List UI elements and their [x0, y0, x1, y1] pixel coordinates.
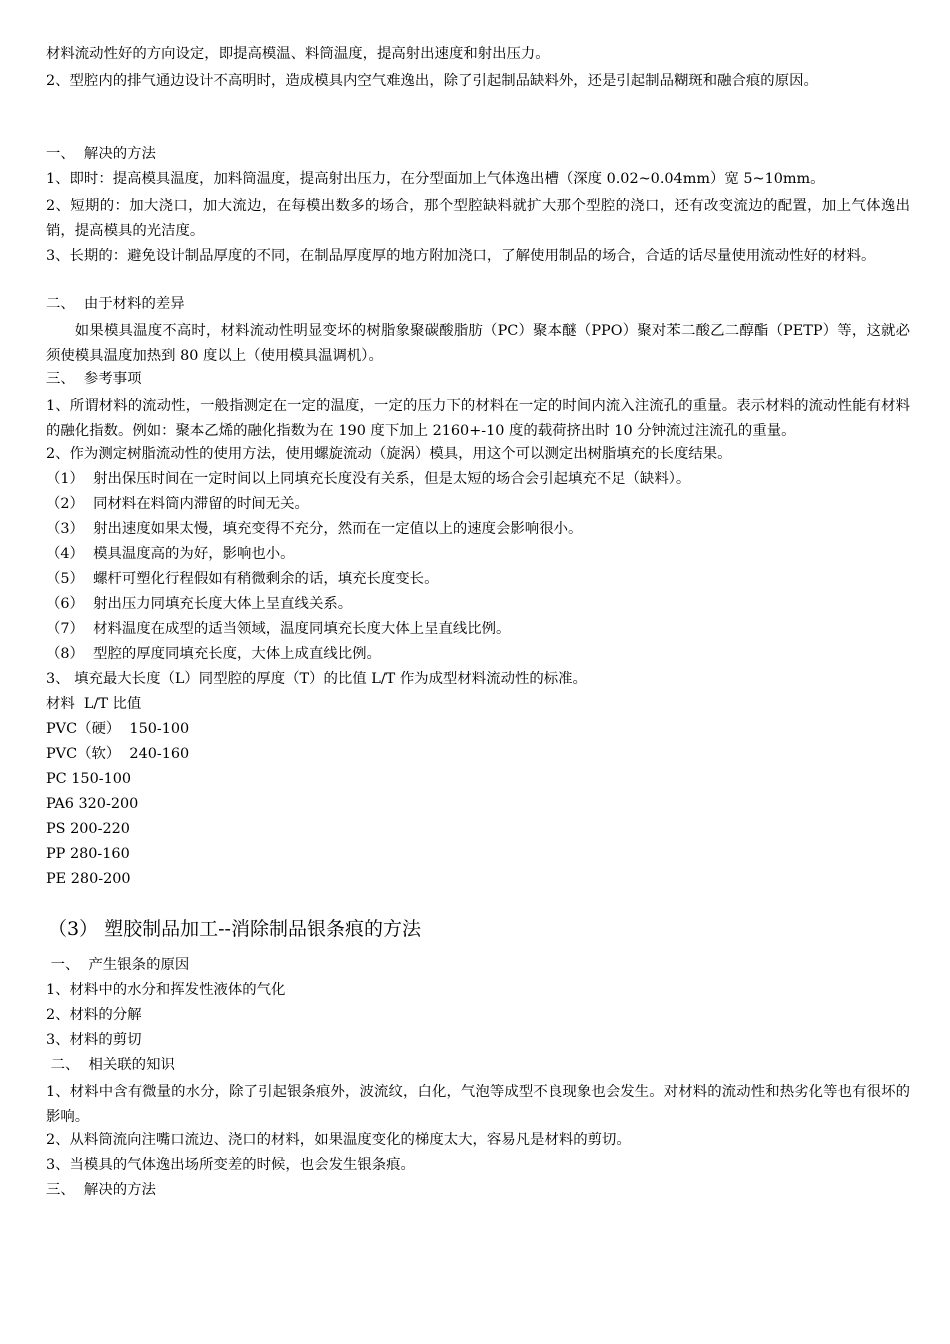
list-item: 3、 填充最大长度（L）同型腔的厚度（T）的比值 L/T 作为成型材料流动性的标准。 — [46, 671, 587, 687]
section-heading-solutions-2: 三、 解决的方法 — [46, 1182, 156, 1198]
part-title-silver-streaks: （3） 塑胶制品加工--消除制品银条痕的方法 — [48, 918, 421, 940]
list-item: 2、从料筒流向注嘴口流边、浇口的材料，如果温度变化的梯度太大，容易凡是材料的剪切。 — [46, 1132, 631, 1148]
list-item: 3、当模具的气体逸出场所变差的时候，也会发生银条痕。 — [46, 1157, 415, 1173]
spacer — [46, 894, 910, 915]
table-row: PVC（软） 240-160 — [46, 746, 190, 762]
section-heading-reference: 三、 参考事项 — [46, 371, 142, 387]
section-heading-material-difference: 二、 由于材料的差异 — [46, 296, 185, 312]
spacer — [46, 943, 910, 955]
section-heading-related-knowledge: 二、 相关联的知识 — [46, 1057, 175, 1073]
list-item: 1、材料中的水分和挥发性液体的气化 — [46, 982, 286, 998]
list-item: 3、材料的剪切 — [46, 1032, 142, 1048]
table-row: PVC（硬） 150-100 — [46, 721, 190, 737]
table-row: PA6 320-200 — [46, 796, 139, 812]
sub-list-item: （3） 射出速度如果太慢，填充变得不充分，然而在一定值以上的速度会影响很小。 — [46, 521, 583, 537]
list-item: 1、即时：提高模具温度，加料筒温度，提高射出压力，在分型面加上气体逸出槽（深度 0.02~0.04mm）宽 5~10mm。 — [46, 171, 825, 187]
sub-list-item: （5） 螺杆可塑化行程假如有稍微剩余的话，填充长度变长。 — [46, 571, 439, 587]
table-row: PS 200-220 — [46, 821, 130, 837]
section-heading-solutions: 一、 解决的方法 — [46, 146, 156, 162]
list-item: 1、所谓材料的流动性，一般指测定在一定的温度，一定的压力下的材料在一定的时间内流入注流孔的重量。表示材料的流动性能有材料的融化指数。例如：聚本乙烯的融化指数为在 190 度下加上 2160+-10 度的载荷挤出时 10 分钟流过注流孔的重量。 — [46, 398, 910, 439]
list-item: 2、材料的分解 — [46, 1007, 142, 1023]
list-item: 1、材料中含有微量的水分，除了引起银条痕外，波流纹，白化，气泡等成型不良现象也会发生。对材料的流动性和热劣化等也有很坏的影响。 — [46, 1084, 910, 1125]
table-row: PC 150-100 — [46, 771, 132, 787]
sub-list-item: （1） 射出保压时间在一定时间以上同填充长度没有关系，但是太短的场合会引起填充不足（缺料）。 — [46, 471, 691, 487]
section-heading-causes: 一、 产生银条的原因 — [46, 957, 190, 973]
sub-list-item: （6） 射出压力同填充长度大体上呈直线关系。 — [46, 596, 353, 612]
paragraph-flow-direction: 材料流动性好的方向设定，即提高模温、料筒温度，提高射出速度和射出压力。 — [46, 46, 550, 62]
sub-list-item: （7） 材料温度在成型的适当领域，温度同填充长度大体上呈直线比例。 — [46, 621, 511, 637]
paragraph-venting: 2、型腔内的排气通边设计不高明时，造成模具内空气难逸出，除了引起制品缺料外，还是引起制品糊斑和融合痕的原因。 — [46, 73, 818, 89]
list-item: 2、作为测定树脂流动性的使用方法，使用螺旋流动（旋涡）模具，用这个可以测定出树脂填充的长度结果。 — [46, 446, 732, 462]
sub-list-item: （8） 型腔的厚度同填充长度，大体上成直线比例。 — [46, 646, 381, 662]
sub-list-item: （2） 同材料在料筒内滞留的时间无关。 — [46, 496, 309, 512]
table-row: PE 280-200 — [46, 871, 131, 887]
table-header: 材料 L/T 比值 — [46, 696, 142, 712]
spacer — [46, 94, 910, 144]
sub-list-item: （4） 模具温度高的为好，影响也小。 — [46, 546, 295, 562]
table-row: PP 280-160 — [46, 846, 130, 862]
paragraph-material-difference: 如果模具温度不高时，材料流动性明显变坏的树脂象聚碳酸脂肪（PC）聚本醚（PPO）聚对苯二酸乙二醇酯（PETP）等，这就必须使模具温度加热到 80 度以上（使用模具温调机）。 — [46, 323, 910, 364]
list-item: 2、短期的：加大浇口，加大流边，在每模出数多的场合，那个型腔缺料就扩大那个型腔的浇口，还有改变流边的配置，加上气体逸出销，提高模具的光洁度。 — [46, 198, 910, 239]
spacer — [46, 269, 910, 294]
list-item: 3、长期的：避免设计制品厚度的不同，在制品厚度厚的地方附加浇口，了解使用制品的场合，合适的话尽量使用流动性好的材料。 — [46, 248, 876, 264]
document-body — [46, 44, 910, 1205]
